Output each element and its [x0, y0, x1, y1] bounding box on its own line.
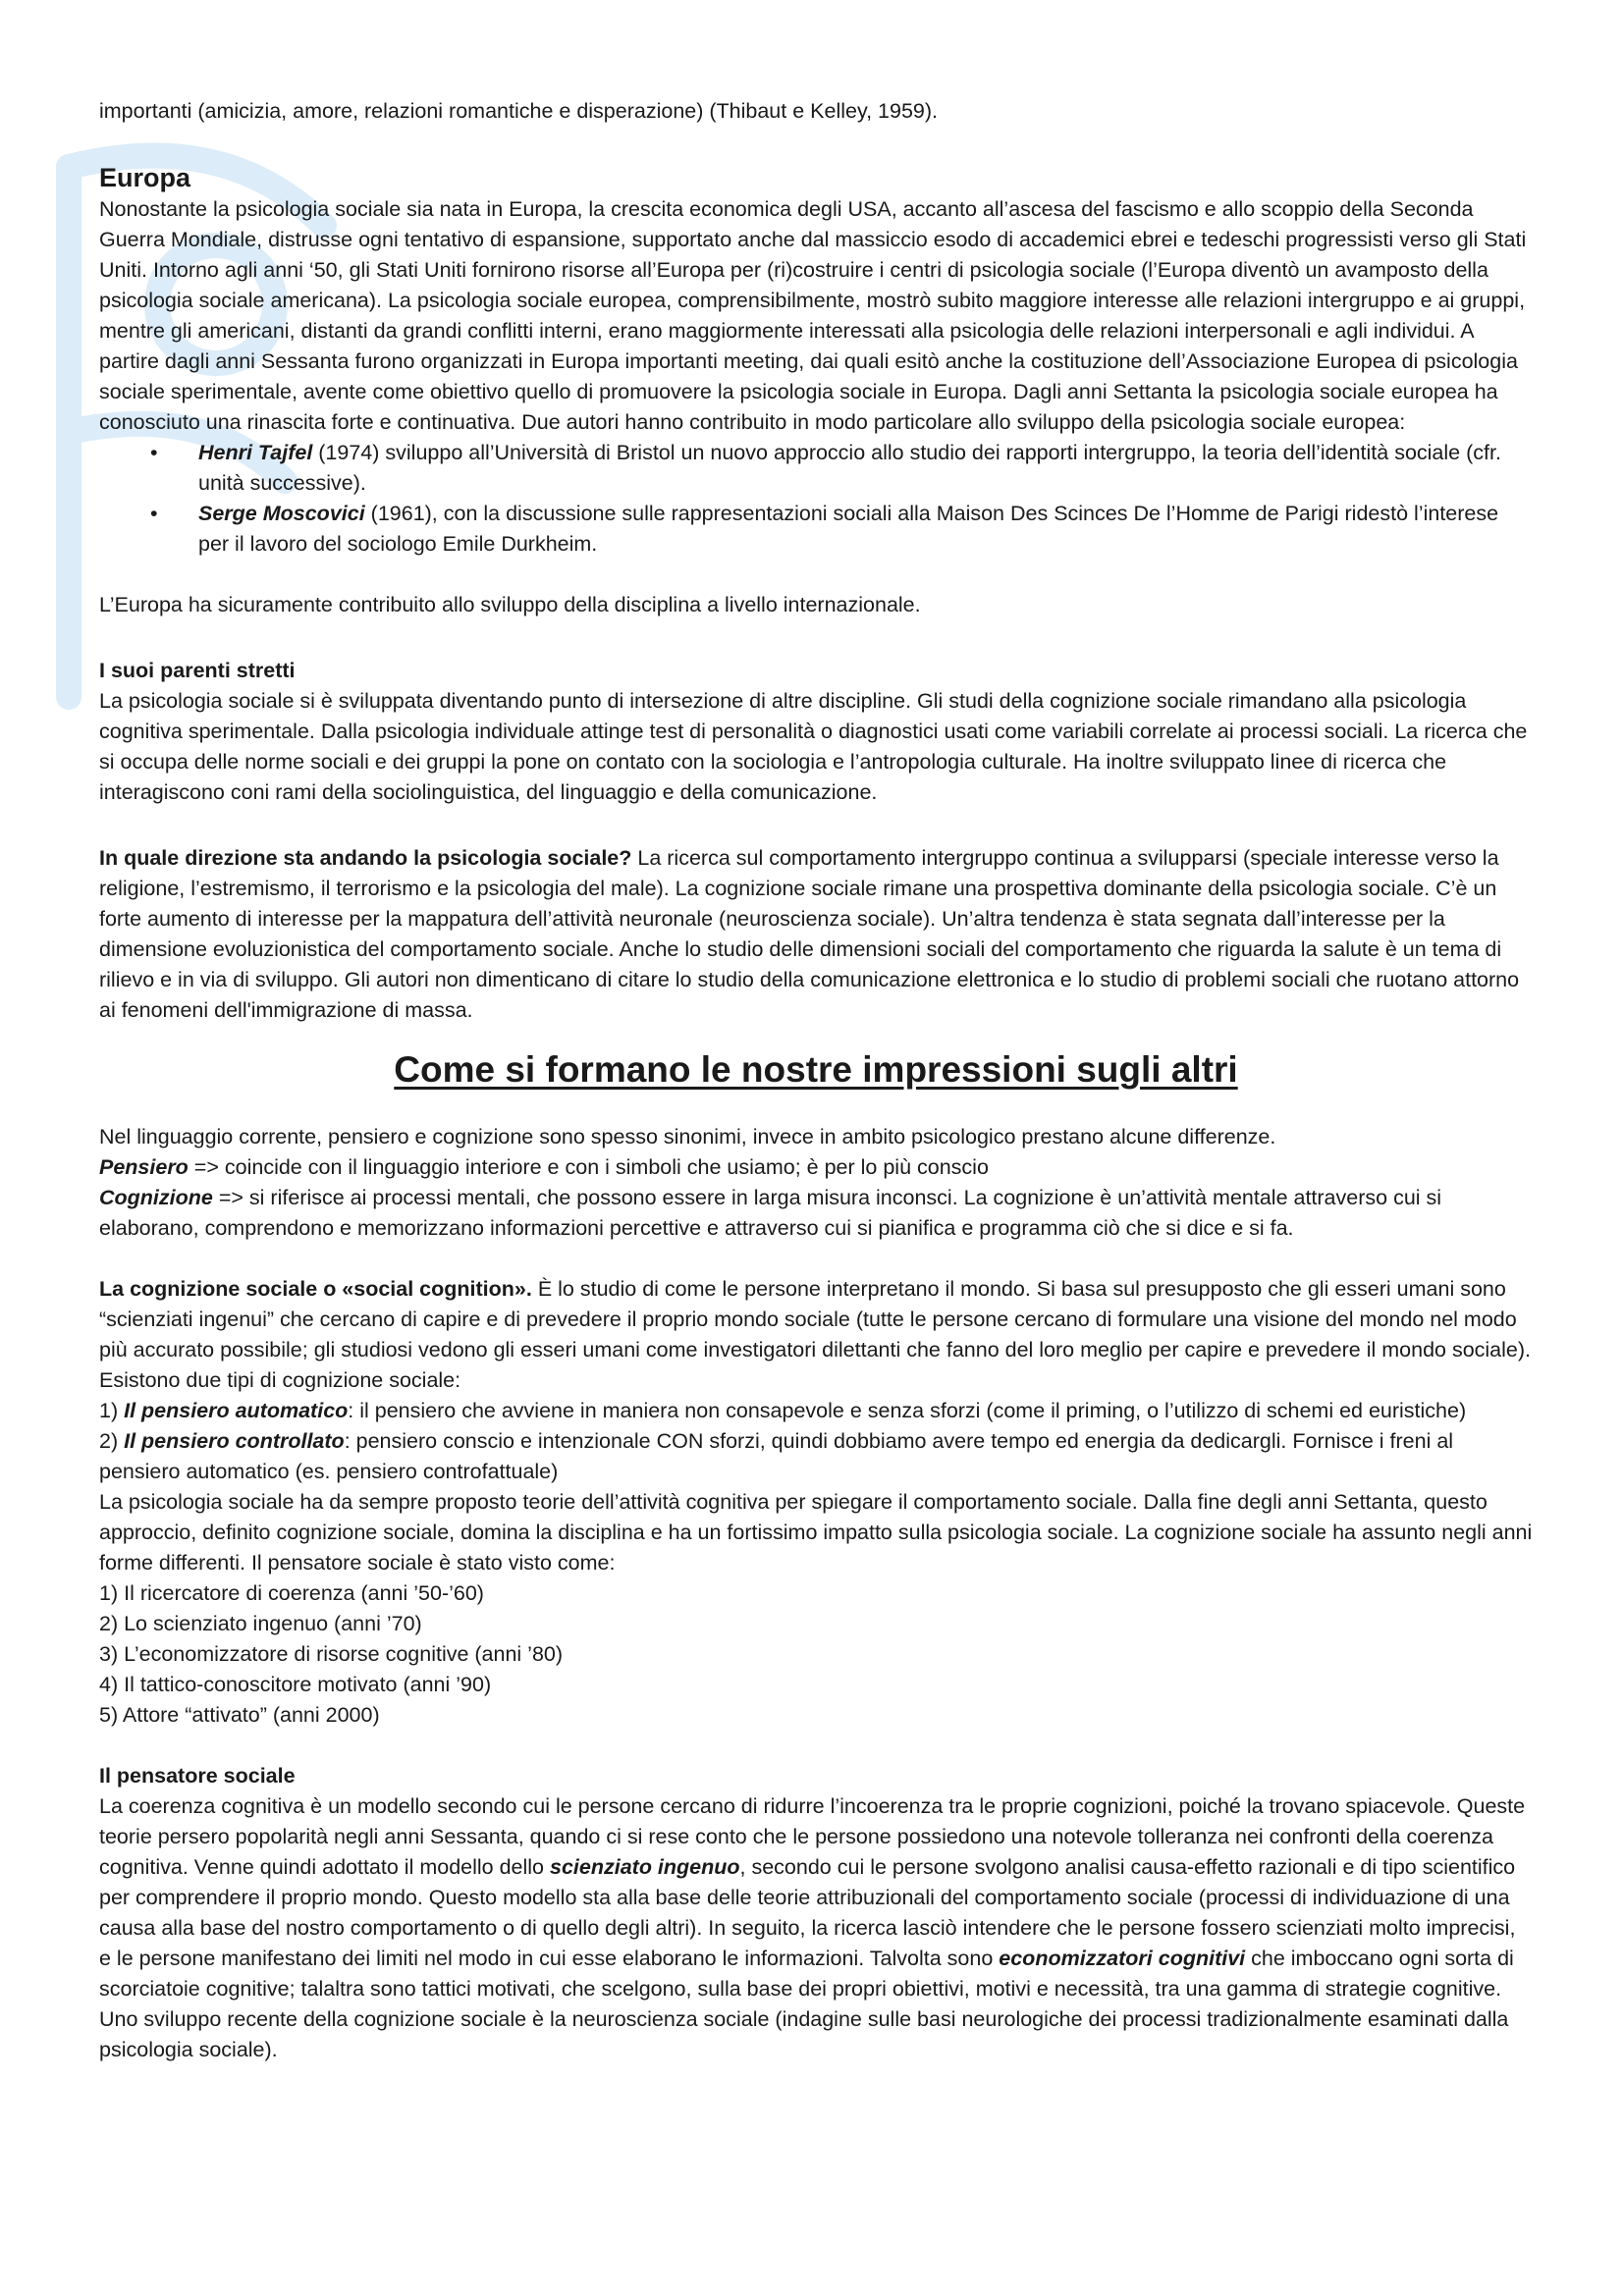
pensatore-text: che imboccano ogni sorta di scorciatoie cognitive; talaltra sono tattici motivati, che scelgono, sulla base dei propri obiettivi, motivi e necessità, tra una gamma di strategie cognitive. Uno sviluppo recente della cognizione sociale è la neuroscienza sociale (indagine sulle basi neurologiche dei processi tradizionalmente esaminati dalla psicologia sociale).	[99, 1947, 1514, 2061]
type-term: Il pensiero automatico	[124, 1399, 349, 1422]
social-cognition-lead: La cognizione sociale o «social cognition».	[99, 1277, 532, 1301]
list-item: 5) Attore “attivato” (anni 2000)	[99, 1703, 380, 1727]
author-name: Serge Moscovici	[198, 502, 365, 525]
direzione-text: La ricerca sul comportamento intergruppo continua a svilupparsi (speciale interesse verso la religione, l’estremismo, il terrorismo e la psicologia del male). La cognizione sociale rimane una prospettiva dominante della psicologia sociale. C’è un forte aumento di interesse per la mappatura dell’attività neuronale (neuroscienza sociale). Un’altra tendenza è stata segnata dall’interesse per la dimensione evoluzionistica del comportamento sociale. Anche lo studio delle dimensioni sociali del comportamento che riguarda la salute è un tema di rilievo e in via di sviluppo. Gli autori non dimenticano di citare lo studio della comunicazione elettronica e lo studio di problemi sociali che ruotano attorno ai fenomeni dell'immigrazione di massa.	[99, 846, 1520, 1022]
list-item: 1) Il ricercatore di coerenza (anni ’50-’60)	[99, 1581, 484, 1605]
author-text: (1961), con la discussione sulle rappresentazioni sociali alla Maison Des Scinces De l’Homme de Parigi ridestò l’interese per il lavoro del sociologo Emile Durkheim.	[198, 502, 1499, 556]
list-item: 3) L’economizzatore di risorse cognitive (anni ’80)	[99, 1642, 564, 1666]
section-heading-parenti: I suoi parenti stretti	[99, 659, 296, 682]
list-item	[99, 499, 1533, 560]
opening-line: importanti (amicizia, amore, relazioni romantiche e disperazione) (Thibaut e Kelley, 1959).	[99, 99, 939, 123]
type-def: : pensiero conscio e intenzionale CON sforzi, quindi dobbiamo avere tempo ed energia da dedicargli. Fornisce i freni al pensiero automatico (es. pensiero controfattuale)	[99, 1429, 1454, 1483]
section-intro	[99, 1122, 1533, 1244]
section-pensatore	[99, 1761, 1533, 2065]
section-heading-europa: Europa	[99, 163, 191, 192]
direzione-paragraph	[99, 843, 1533, 1026]
cognizione-definition	[99, 1183, 1533, 1244]
type-number: 2)	[99, 1429, 125, 1453]
type-term: Il pensiero controllato	[124, 1429, 345, 1453]
list-item: 4) Il tattico-conoscitore motivato (anni ’90)	[99, 1673, 492, 1696]
bullet-icon: •	[150, 441, 158, 464]
type-def: : il pensiero che avviene in maniera non consapevole e senza sforzi (come il priming, o l’utilizzo di schemi ed euristiche)	[348, 1399, 1467, 1422]
bullet-icon: •	[150, 502, 158, 525]
list-item: 2) Lo scienziato ingenuo (anni ’70)	[99, 1612, 422, 1635]
pensatore-term: scienziato ingenuo	[550, 1855, 740, 1879]
europa-closing: L’Europa ha sicuramente contribuito allo sviluppo della disciplina a livello internazionale.	[99, 593, 921, 616]
cognition-type-1	[99, 1396, 1533, 1426]
pensatore-term: economizzatori cognitivi	[999, 1947, 1246, 1970]
section-heading-pensatore: Il pensatore sociale	[99, 1764, 296, 1788]
cognizione-term: Cognizione	[99, 1186, 213, 1209]
parenti-paragraph: La psicologia sociale si è sviluppata diventando punto di intersezione di altre discipline. Gli studi della cognizione sociale rimandano alla psicologia cognitiva sperimentale. Dalla psicologia individuale attinge test di personalità o diagnostici usati come variabili correlate ai processi sociali. La ricerca che si occupa delle norme sociali e dei gruppi la pone on contato con la sociologia e l’antropologia culturale. Ha inoltre sviluppato linee di ricerca che interagiscono coni rami della sociolinguistica, del linguaggio e della comunicazione.	[99, 689, 1528, 804]
social-cognition-paragraph	[99, 1274, 1533, 1396]
direzione-lead: In quale direzione sta andando la psicologia sociale?	[99, 846, 632, 870]
thinkers-list	[99, 1578, 1533, 1731]
author-name: Henri Tajfel	[198, 441, 313, 464]
pensiero-definition	[99, 1152, 1533, 1183]
document-page	[99, 96, 1533, 2065]
cognition-type-2	[99, 1426, 1533, 1487]
pensiero-term: Pensiero	[99, 1155, 189, 1179]
social-cognition-paragraph-2: La psicologia sociale ha da sempre proposto teorie dell’attività cognitiva per spiegare il comportamento sociale. Dalla fine degli anni Settanta, questo approccio, definito cognizione sociale, domina la disciplina e ha un fortissimo impatto sulla psicologia sociale. La cognizione sociale ha assunto negli anni forme differenti. Il pensatore sociale è stato visto come:	[99, 1490, 1533, 1575]
list-item	[99, 438, 1533, 499]
cognizione-def: => si riferisce ai processi mentali, che possono essere in larga misura inconsci. La cognizione è un’attività mentale attraverso cui si elaborano, comprendono e memorizzano informazioni percettive e attraverso cui si pianifica e programma ciò che si dice e si fa.	[99, 1186, 1442, 1240]
section-social-cognition	[99, 1274, 1533, 1731]
intro-line: Nel linguaggio corrente, pensiero e cognizione sono spesso sinonimi, invece in ambito psicologico prestano alcune differenze.	[99, 1125, 1276, 1148]
pensatore-text: La coerenza cognitiva è un modello secondo cui le persone cercano di ridurre l’incoerenza tra le proprie cognizioni, poiché la trovano spiacevole. Queste teorie persero popolarità negli anni Sessanta, quando ci si rese conto che le persone possiedono una notevole tolleranza nei confronti della coerenza cognitiva. Venne quindi adottato il modello dello	[99, 1794, 1526, 1879]
pensiero-def: => coincide con il linguaggio interiore e con i simboli che usiamo; è per lo più conscio	[188, 1155, 989, 1179]
pensatore-paragraph	[99, 1791, 1533, 2065]
section-direzione	[99, 843, 1533, 1026]
author-text: (1974) sviluppo all’Università di Bristol un nuovo approccio allo studio dei rapporti intergruppo, la teoria dell’identità sociale (cfr. unità successive).	[198, 441, 1501, 495]
type-number: 1)	[99, 1399, 125, 1422]
authors-list	[99, 438, 1533, 560]
page-title: Come si formano le nostre impressioni sugli altri	[394, 1049, 1238, 1090]
social-cognition-text: È lo studio di come le persone interpretano il mondo. Si basa sul presupposto che gli esseri umani sono “scienziati ingenui” che cercano di capire e di prevedere il proprio mondo sociale (tutte le persone cercano di formulare una visione del mondo nel modo più accurato possibile; gli studiosi vedono gli esseri umani come investigatori dilettanti che fanno del loro meglio per capire e prevedere il mondo sociale). Esistono due tipi di cognizione sociale:	[99, 1277, 1532, 1392]
section-europa	[99, 162, 1533, 620]
section-parenti	[99, 656, 1533, 808]
europa-paragraph: Nonostante la psicologia sociale sia nata in Europa, la crescita economica degli USA, accanto all’ascesa del fascismo e allo scoppio della Seconda Guerra Mondiale, distrusse ogni tentativo di espansione, supportato anche dal massiccio esodo di accademici ebrei e tedeschi progressisti verso gli Stati Uniti. Intorno agli anni ‘50, gli Stati Uniti fornirono risorse all’Europa per (ri)costruire i centri di psicologia sociale (l’Europa diventò un avamposto della psicologia sociale americana). La psicologia sociale europea, comprensibilmente, mostrò subito maggiore interesse alle relazioni intergruppo e ai gruppi, mentre gli americani, distanti da grandi conflitti interni, erano maggiormente interessati alla psicologia delle relazioni interpersonali e agli individui. A partire dagli anni Sessanta furono organizzati in Europa importanti meeting, dai quali esitò anche la costituzione dell’Associazione Europea di psicologia sociale sperimentale, avente come obiettivo quello di promuovere la psicologia sociale in Europa. Dagli anni Settanta la psicologia sociale europea ha conosciuto una rinascita forte e continuativa. Due autori hanno contribuito in modo particolare allo sviluppo della psicologia sociale europea:	[99, 197, 1527, 434]
pensatore-text: , secondo cui le persone svolgono analisi causa-effetto razionali e di tipo scientifico per comprendere il proprio mondo. Questo modello sta alla base delle teorie attribuzionali del comportamento sociale (processi di individuazione di una causa alla base del nostro comportamento o di quello degli altri). In seguito, la ricerca lasciò intendere che le persone fossero scienziati molto imprecisi, e le persone manifestano dei limiti nel modo in cui esse elaborano le informazioni. Talvolta sono	[99, 1855, 1516, 1970]
